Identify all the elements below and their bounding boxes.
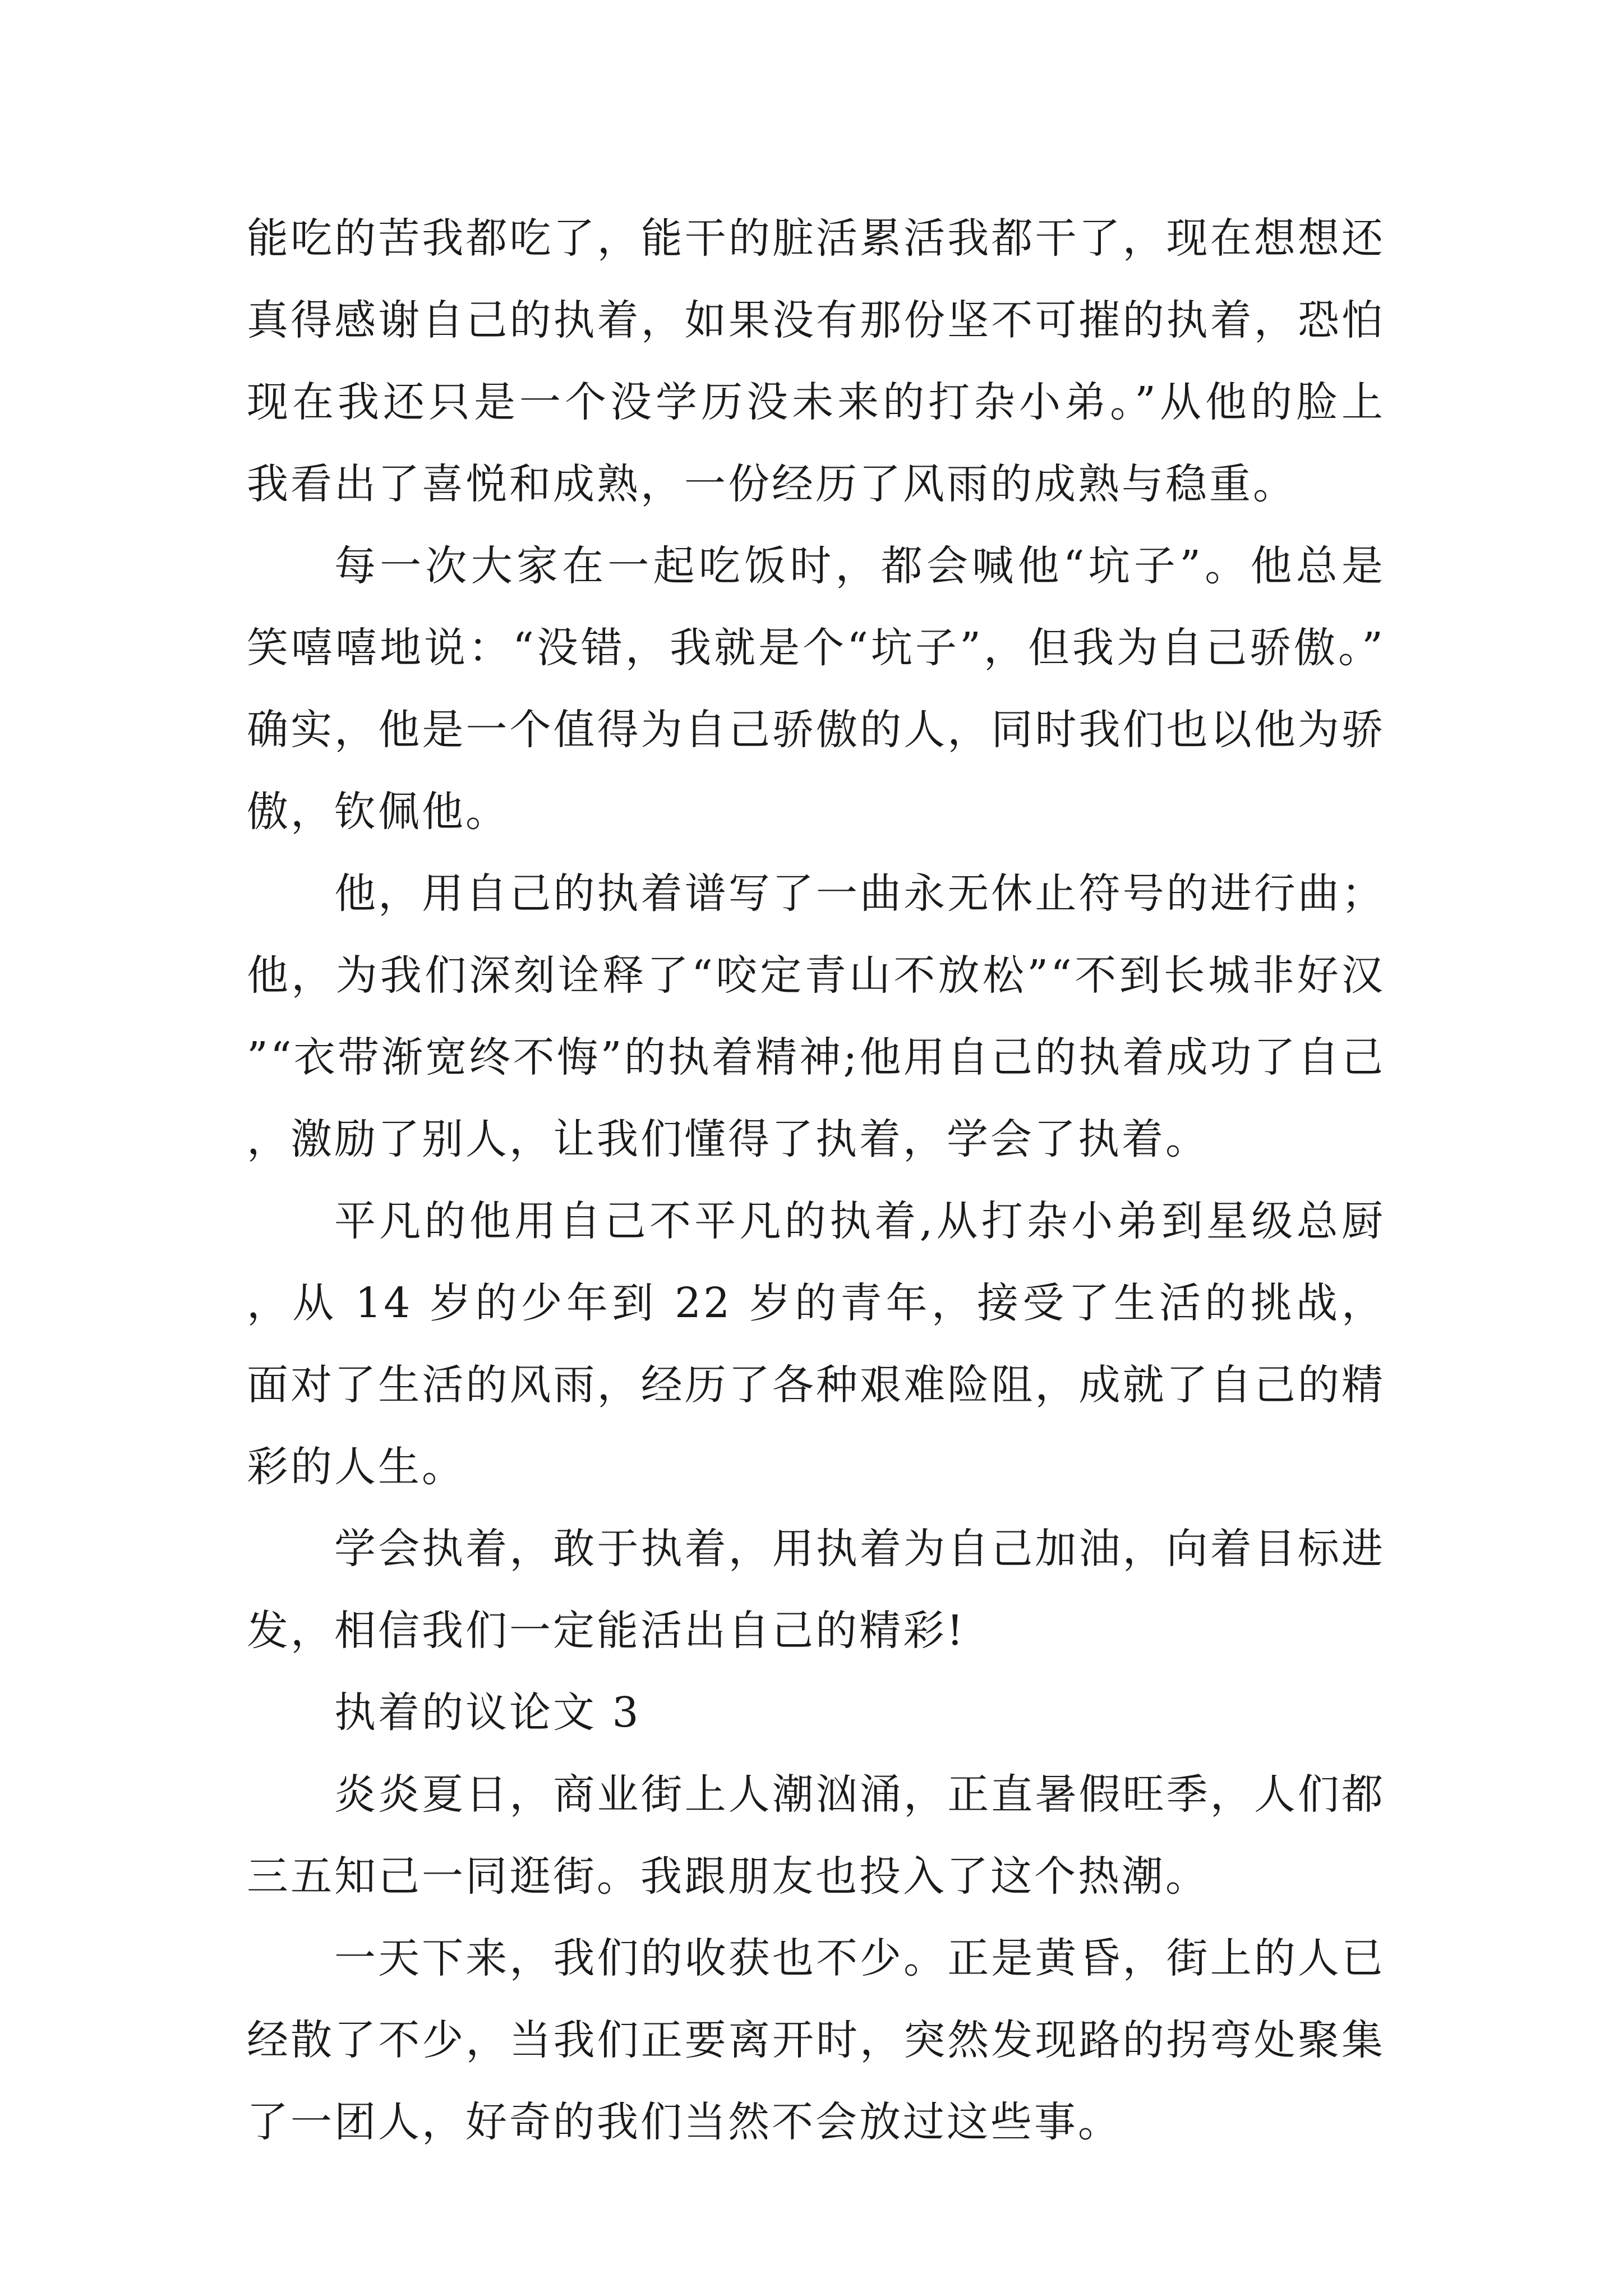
paragraph-conclusion: 学会执着，敢于执着，用执着为自己加油，向着目标进发，相信我们一定能活出自己的精彩! (247, 1525, 1385, 1655)
paragraph-summer-street: 炎炎夏日，商业街上人潮汹涌，正直暑假旺季，人们都三五知己一同逛街。我跟朋友也投入了这个热潮。 (247, 1770, 1385, 1901)
paragraph-persistence-spirit: 他，用自己的执着谱写了一曲永无休止符号的进行曲；他，为我们深刻诠释了“咬定青山不放松”“不到长城非好汉”“衣带渐宽终不悔”的执着精神;他用自己的执着成功了自己，激励了别人，让我们懂得了执着，学会了执着。 (247, 869, 1385, 1163)
document-body (247, 197, 1385, 2163)
paragraph-nickname: 每一次大家在一起吃饭时，都会喊他“坑子”。他总是笑嘻嘻地说：“没错，我就是个“坑子”，但我为自己骄傲。”确实，他是一个值得为自己骄傲的人，同时我们也以他为骄傲，钦佩他。 (247, 542, 1385, 836)
section-title: 执着的议论文 3 (334, 1688, 641, 1737)
paragraph-continuation: 能吃的苦我都吃了，能干的脏活累活我都干了，现在想想还真得感谢自己的执着，如果没有那份坚不可摧的执着，恐怕现在我还只是一个没学历没未来的打杂小弟。”从他的脸上我看出了喜悦和成熟，一份经历了风雨的成熟与稳重。 (247, 214, 1385, 508)
paragraph-dusk-crowd: 一天下来，我们的收获也不少。正是黄昏，街上的人已经散了不少，当我们正要离开时，突然发现路的拐弯处聚集了一团人，好奇的我们当然不会放过这些事。 (247, 1934, 1385, 2146)
paragraph-ordinary-life: 平凡的他用自己不平凡的执着,从打杂小弟到星级总厨，从 14 岁的少年到 22 岁的青年，接受了生活的挑战，面对了生活的风雨，经历了各种艰难险阻，成就了自己的精彩的人生。 (247, 1197, 1385, 1491)
